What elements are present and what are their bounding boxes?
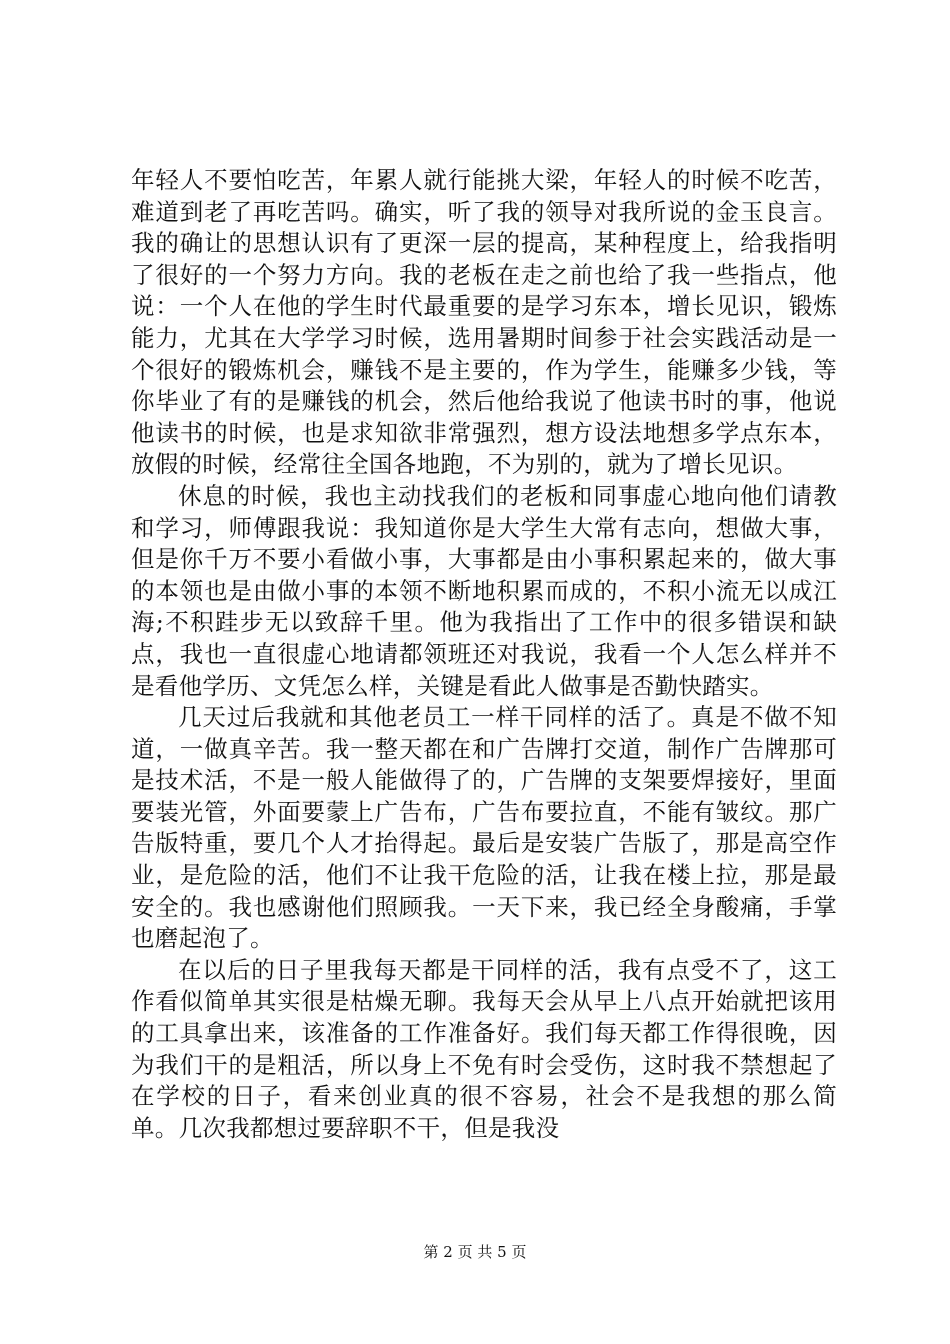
paragraph-2: 休息的时候，我也主动找我们的老板和同事虚心地向他们请教和学习，师傅跟我说：我知道你是大学生大常有志向，想做大事，但是你千万不要小看做小事，大事都是由小事积累起来的，做大事的本领也是由做小事的本领不断地积累而成的，不积小流无以成江海;不积跬步无以致辞千里。他为我指出了工作中的很多错误和缺点，我也一直很虚心地请都领班还对我说，我看一个人怎么样并不是看他学历、文凭怎么样，关键是看此人做事是否勤快踏实。 <box>131 481 837 700</box>
paragraph-4: 在以后的日子里我每天都是干同样的活，我有点受不了，这工作看似简单其实很是枯燥无聊。我每天会从早上八点开始就把该用的工具拿出来，该准备的工作准备好。我们每天都工作得很晚，因为我们干的是粗活，所以身上不免有时会受伤，这时我不禁想起了在学校的日子，看来创业真的很不容易，社会不是我想的那么简单。几次我都想过要辞职不干，但是我没 <box>131 955 837 1142</box>
paragraph-3: 几天过后我就和其他老员工一样干同样的活了。真是不做不知道，一做真辛苦。我一整天都在和广告牌打交道，制作广告牌那可是技术活，不是一般人能做得了的，广告牌的支架要焊接好，里面要装光管，外面要蒙上广告布，广告布要拉直，不能有皱纹。那广告版特重，要几个人才抬得起。最后是安装广告版了，那是高空作业，是危险的活，他们不让我干危险的活，让我在楼上拉，那是最安全的。我也感谢他们照顾我。一天下来，我已经全身酸痛，手掌也磨起泡了。 <box>131 703 837 953</box>
paragraph-1: 年轻人不要怕吃苦，年累人就行能挑大梁，年轻人的时候不吃苦，难道到老了再吃苦吗。确实，听了我的领导对我所说的金玉良言。我的确让的思想认识有了更深一层的提高，某种程度上，给我指明了很好的一个努力方向。我的老板在走之前也给了我一些指点，他说：一个人在他的学生时代最重要的是学习东本，增长见识，锻炼能力，尤其在大学学习时候，选用暑期时间参于社会实践活动是一个很好的锻炼机会，赚钱不是主要的，作为学生，能赚多少钱，等你毕业了有的是赚钱的机会，然后他给我说了他读书时的事，他说他读书的时候，也是求知欲非常强烈，想方设法地想多学点东本，放假的时候，经常往全国各地跑，不为别的，就为了增长见识。 <box>131 166 837 479</box>
page-number-footer: 第 2 页 共 5 页 <box>423 1243 527 1261</box>
document-body <box>131 165 837 1144</box>
